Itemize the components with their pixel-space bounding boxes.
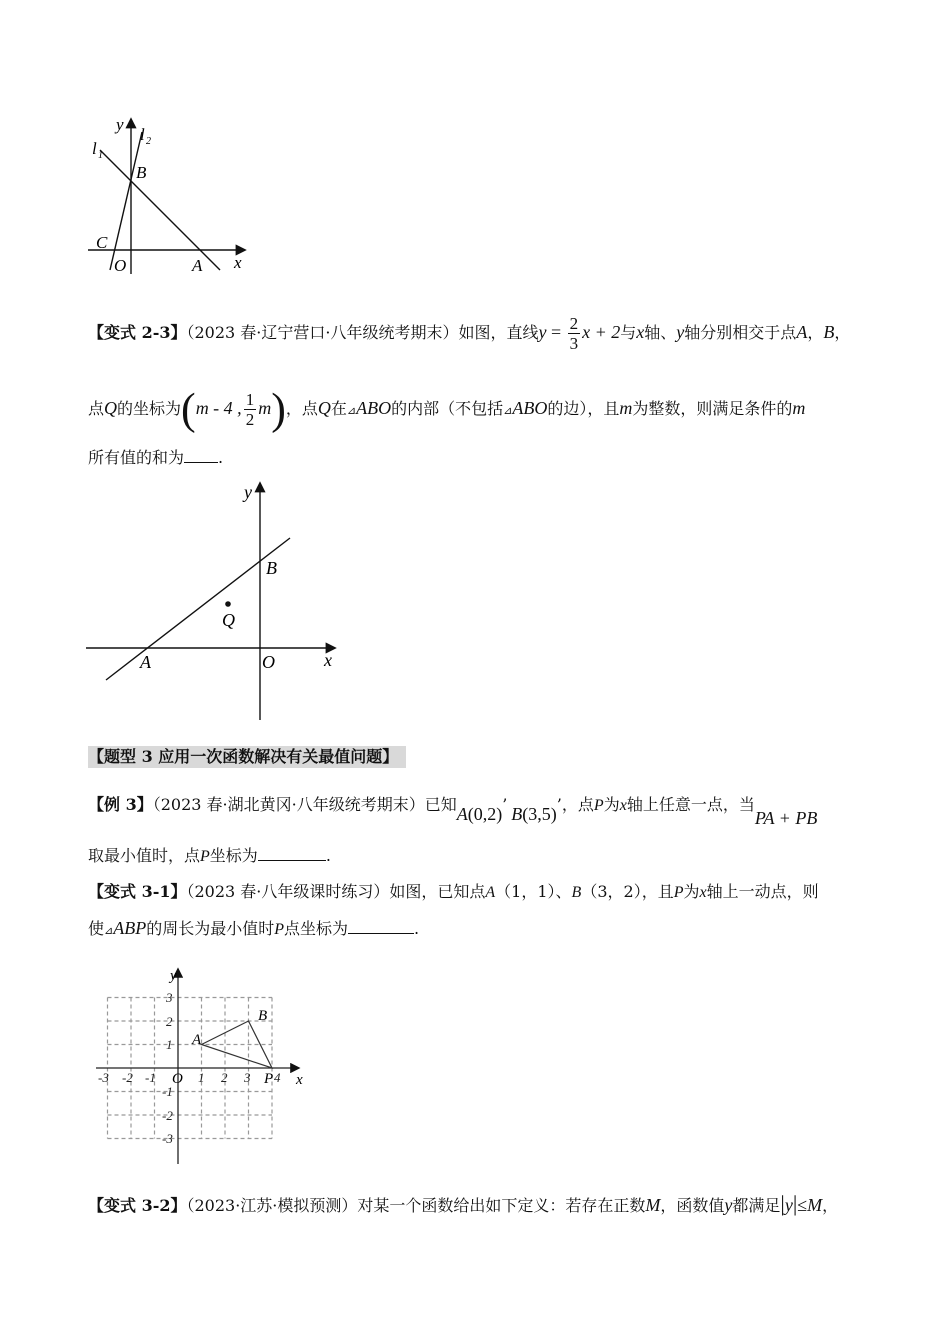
var-M: M <box>807 1195 823 1215</box>
x-tick-label: 3 <box>244 1070 251 1085</box>
label-x: x <box>234 253 242 272</box>
coord-A: (0,2) <box>467 804 503 824</box>
x-tick-label: -2 <box>122 1070 133 1085</box>
fraction-numerator: 1 <box>245 390 255 409</box>
triangle-ABO: ABO <box>512 398 548 418</box>
text-segment: 轴、 <box>644 323 677 342</box>
point-P: P <box>274 921 285 938</box>
leq-symbol: ≤ <box>797 1195 808 1215</box>
variant-3-2-line1 <box>88 1192 838 1218</box>
text-segment: . <box>414 919 420 938</box>
point-B: B <box>823 322 835 342</box>
text-segment: ，函数值 <box>660 1196 725 1215</box>
label-P: P <box>264 1071 274 1087</box>
point-P: P <box>673 884 684 901</box>
label-B: B <box>136 163 147 182</box>
var-y: y <box>676 322 685 342</box>
question-source: （2023 春·八年级课时练习）如图，已知点 <box>186 882 486 901</box>
variant-tag: 【变式 3-2】 <box>88 1196 187 1215</box>
x-tick-label: 2 <box>221 1070 228 1085</box>
example-3-line1 <box>88 784 818 828</box>
label-B: B <box>266 558 277 578</box>
variant-tag: 【变式 3-1】 <box>88 882 187 901</box>
var-m: m <box>792 398 806 418</box>
text-segment: 点坐标为 <box>284 919 349 938</box>
expression-PA-plus-PB: PA + PB <box>754 808 818 828</box>
figure-two-lines <box>84 108 254 280</box>
variant-2-3-line1 <box>88 314 850 353</box>
text-segment: 轴上任意一点，当 <box>626 795 755 814</box>
triangle-symbol: ⊿ <box>503 404 513 417</box>
variant-3-1-line2 <box>88 916 419 943</box>
coord-B: (3,5) <box>522 804 557 824</box>
text-segment: 为 <box>603 795 620 814</box>
fraction-denominator: 2 <box>245 410 255 429</box>
coord-B: （3，2），且 <box>581 882 674 901</box>
variant-2-3-line3 <box>88 446 223 470</box>
abs-bar-right: | <box>792 1191 798 1216</box>
coord-A: （1，1）、 <box>495 882 572 901</box>
text-segment: ，点 <box>285 399 318 418</box>
text-segment: . <box>325 846 331 865</box>
y-tick-label: 3 <box>166 990 173 1005</box>
example-tag: 【例 3】 <box>88 795 153 814</box>
figure-line-triangle-abo <box>84 478 344 724</box>
label-l2-sub: 2 <box>146 136 151 147</box>
y-tick-label: 1 <box>166 1037 173 1052</box>
text-segment: ’ <box>556 795 562 814</box>
example-3-line2 <box>88 844 331 869</box>
text-segment: 的周长为最小值时 <box>146 919 275 938</box>
label-y: y <box>170 968 177 984</box>
text-segment: 在 <box>330 399 347 418</box>
var-M: M <box>645 1195 661 1215</box>
var-y: y <box>724 1195 733 1215</box>
coord-m-minus-4: m - 4 , <box>195 398 242 418</box>
abs-bar-left: | <box>780 1191 785 1216</box>
coord-m: m <box>258 398 272 418</box>
open-paren: ( <box>181 384 196 434</box>
x-tick-label: -3 <box>98 1070 109 1085</box>
equation-y: y <box>538 322 547 342</box>
variant-3-1-line1 <box>88 880 819 905</box>
point-P: P <box>200 848 210 865</box>
label-O: O <box>262 652 275 672</box>
var-m: m <box>619 398 633 418</box>
text-segment: 轴上一动点，则 <box>706 882 819 901</box>
text-segment: 点 <box>88 399 105 418</box>
triangle-ABP: ABP <box>113 918 147 938</box>
var-x: x <box>699 884 707 901</box>
fraction-numerator: 2 <box>569 314 579 333</box>
point-Q-dot <box>225 601 231 607</box>
triangle-symbol: ⊿ <box>346 404 357 417</box>
y-tick-label: -2 <box>162 1108 173 1123</box>
question-source: （2023·江苏·模拟预测）对某一个函数给出如下定义：若存在正数 <box>186 1196 646 1215</box>
label-A: A <box>140 652 151 672</box>
answer-blank[interactable] <box>184 446 218 463</box>
answer-blank[interactable] <box>258 844 326 861</box>
text-segment: 取最小值时，点 <box>88 846 201 865</box>
text-segment: ， <box>807 323 824 342</box>
var-x: x <box>636 322 645 342</box>
equation-equals: = <box>546 322 566 342</box>
fraction-denominator: 3 <box>569 334 579 353</box>
label-O: O <box>114 256 127 275</box>
label-B: B <box>258 1008 268 1024</box>
point-Q: Q <box>104 398 118 418</box>
label-x: x <box>296 1072 303 1088</box>
text-segment: 的坐标为 <box>117 399 182 418</box>
text-segment: . <box>218 448 224 467</box>
text-segment: 轴分别相交于点 <box>684 323 797 342</box>
label-A: A <box>192 256 203 275</box>
question-source: （2023 春·湖北黄冈·八年级统考期末）已知 <box>152 795 457 814</box>
label-l1: l <box>92 139 97 158</box>
label-O: O <box>172 1071 183 1087</box>
triangle-symbol: ⊿ <box>104 924 114 937</box>
point-B: B <box>571 884 582 901</box>
point-P: P <box>593 797 604 814</box>
label-l2: l <box>140 125 145 144</box>
y-tick-label: -1 <box>162 1084 173 1099</box>
text-segment: 使 <box>88 919 105 938</box>
point-A: A <box>485 884 496 901</box>
close-paren: ) <box>271 384 286 434</box>
label-y: y <box>244 482 252 502</box>
text-segment: 为 <box>683 882 700 901</box>
point-Q: Q <box>317 398 331 418</box>
triangle-ABO: ABO <box>356 398 392 418</box>
text-segment: ，点 <box>561 795 594 814</box>
x-tick-label: -1 <box>145 1070 156 1085</box>
x-tick-label: 4 <box>274 1070 281 1085</box>
point-A: A <box>796 322 808 342</box>
y-tick-label: 2 <box>166 1014 173 1029</box>
text-segment: 为整数，则满足条件的 <box>632 399 793 418</box>
label-C: C <box>96 233 108 252</box>
point-B: B <box>511 804 523 824</box>
abs-y: y <box>784 1195 793 1215</box>
variant-2-3-line2 <box>88 384 806 434</box>
fraction-one-half <box>244 390 257 429</box>
section-heading-type-3: 【题型 3 应用一次函数解决有关最值问题】 <box>88 746 406 768</box>
text-segment: ， <box>834 323 851 342</box>
point-A: A <box>456 804 468 824</box>
equation-rest: x + 2 <box>582 322 621 342</box>
text-segment: ’ <box>502 795 508 814</box>
text-segment: 坐标为 <box>209 846 258 865</box>
text-segment: 所有值的和为 <box>88 448 185 467</box>
label-Q: Q <box>222 610 235 630</box>
line-l1 <box>100 150 220 270</box>
label-y: y <box>116 115 124 134</box>
y-tick-label: -3 <box>162 1131 173 1146</box>
label-l1-sub: 1 <box>98 150 103 161</box>
text-segment: 都满足 <box>732 1196 781 1215</box>
label-A: A <box>192 1032 202 1048</box>
text-segment: 的边），且 <box>547 399 620 418</box>
variant-tag: 【变式 2-3】 <box>88 323 187 342</box>
label-x: x <box>324 650 332 670</box>
var-x: x <box>619 797 627 814</box>
fraction-two-thirds <box>568 314 581 353</box>
text-segment: ， <box>822 1196 839 1215</box>
text-segment: 的内部（不包括 <box>391 399 504 418</box>
figure-grid-triangle-abp <box>92 964 314 1172</box>
answer-blank[interactable] <box>348 917 414 934</box>
question-source: （2023 春·辽宁营口·八年级统考期末）如图，直线 <box>186 323 539 342</box>
x-tick-label: 1 <box>198 1070 205 1085</box>
text-segment: 与 <box>620 323 637 342</box>
